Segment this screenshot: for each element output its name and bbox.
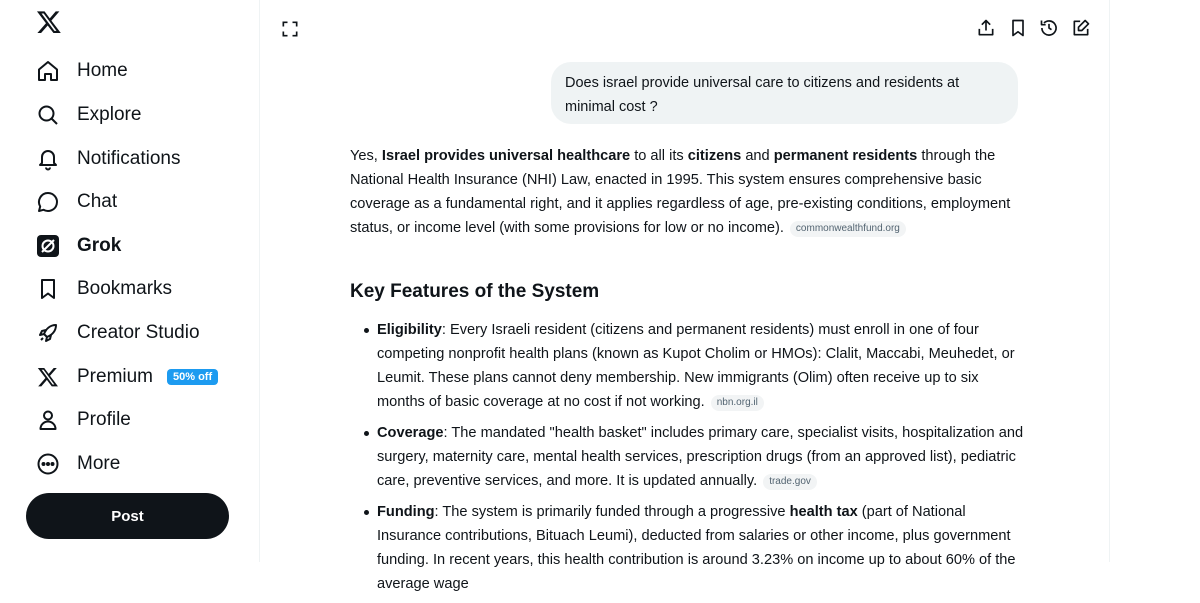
rocket-icon [36, 321, 60, 345]
nav-label: More [77, 453, 121, 474]
nav-more[interactable] [36, 448, 120, 480]
grok-conversation [260, 0, 1110, 592]
nav-label: Grok [77, 235, 122, 256]
source-chip[interactable]: nbn.org.il [711, 395, 764, 411]
nav-label: Bookmarks [77, 278, 173, 299]
nav-home[interactable] [36, 55, 128, 87]
chat-bubble-icon [36, 190, 60, 214]
nav-grok[interactable] [36, 230, 121, 262]
nav-label: Notifications [77, 148, 181, 169]
source-chip[interactable]: trade.gov [763, 474, 817, 490]
list-item: Eligibility: Every Israeli resident (citizens and permanent residents) must enroll in one of four competing nonprofit health plans (known as Kupot Cholim or HMOs): Clalit, Maccabi, Meuhedet, or Leumit. These plans cannot deny membership. New immigrants (Olim) often receive up to six months of basic coverage at no cost if not working. nbn.org.il [377, 318, 1030, 414]
search-icon [36, 103, 60, 127]
history-icon[interactable] [1039, 18, 1059, 38]
new-chat-icon[interactable] [1071, 18, 1091, 38]
nav-bookmarks[interactable] [36, 273, 172, 305]
nav-notifications[interactable] [36, 143, 181, 175]
discount-badge: 50% off [167, 369, 218, 385]
x-premium-icon [36, 365, 60, 389]
share-icon[interactable] [976, 18, 996, 38]
home-icon [36, 59, 60, 83]
sidebar [0, 0, 260, 562]
nav-explore[interactable] [36, 99, 141, 131]
bell-icon [36, 147, 60, 171]
post-button[interactable]: Post [26, 493, 229, 539]
bookmark-icon [36, 277, 60, 301]
person-icon [36, 408, 60, 432]
source-chip[interactable]: commonwealthfund.org [790, 221, 906, 237]
nav-premium[interactable] [36, 361, 218, 393]
grok-icon [36, 234, 60, 258]
answer-intro: Yes, Israel provides universal healthcare to all its citizens and permanent residents through the National Health Insurance (NHI) Law, enacted in 1995. This system ensures comprehensive basic coverage as a fundamental right, and it applies regardless of age, pre-existing conditions, employment status, or income level (with some provisions for low or no income). commonwealthfund.org [350, 148, 1011, 236]
nav-profile[interactable] [36, 404, 131, 436]
feature-list [350, 318, 1030, 596]
nav-label: Explore [77, 104, 142, 125]
nav-label: Profile [77, 409, 131, 430]
nav-label: Creator Studio [77, 322, 200, 343]
nav-label: Premium [77, 366, 154, 387]
bookmark-icon[interactable] [1008, 18, 1028, 38]
expand-icon[interactable] [280, 19, 300, 39]
list-item: Funding: The system is primarily funded through a progressive health tax (part of National Insurance contributions, Bituach Leumi), deducted from salaries or other income, plus government funding. In recent years, this health contribution is around 3.23% on income up to about 60% of the average wage [377, 500, 1030, 596]
user-message: Does israel provide universal care to citizens and residents at minimal cost ? [551, 62, 1018, 124]
more-circle-icon [36, 452, 60, 476]
nav-creator-studio[interactable] [36, 317, 200, 349]
section-heading: Key Features of the System [350, 281, 600, 302]
x-logo-icon[interactable] [36, 9, 62, 35]
nav-label: Home [77, 60, 128, 81]
grok-answer [350, 144, 1030, 603]
list-item: Coverage: The mandated "health basket" includes primary care, specialist visits, hospitalization and surgery, maternity care, mental health services, prescription drugs (from an approved list), pediatric care, preventive services, and more. It is updated annually. trade.gov [377, 421, 1030, 493]
nav-chat[interactable] [36, 186, 117, 218]
nav-label: Chat [77, 191, 118, 212]
